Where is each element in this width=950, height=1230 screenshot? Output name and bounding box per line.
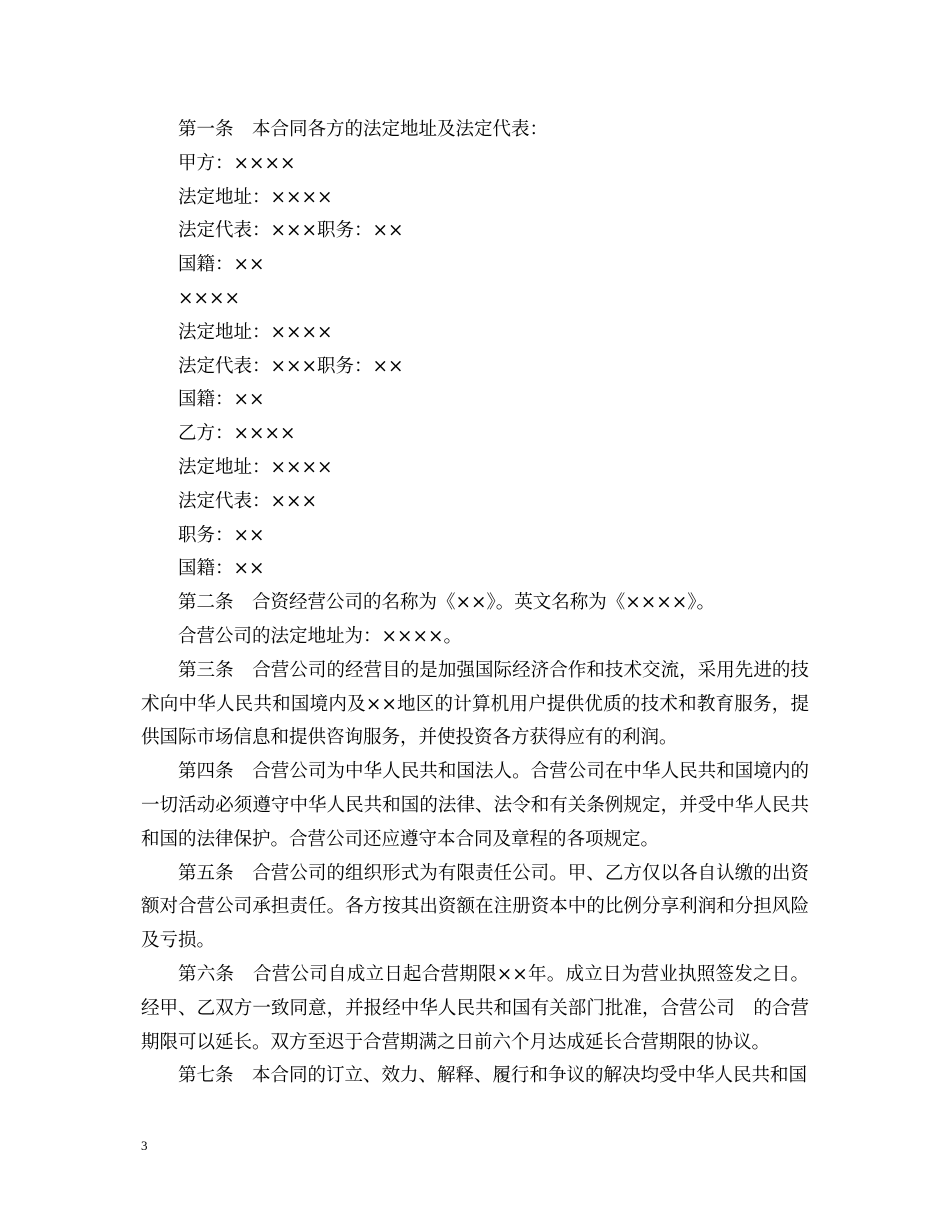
article-7-paragraph: 第七条 本合同的订立、效力、解释、履行和争议的解决均受中华人民共和国 [178, 1065, 808, 1087]
party-unnamed-name: ×××× [178, 287, 241, 309]
party-a-address: 法定地址：×××× [178, 186, 333, 208]
article-2-company-name: 第二条 合资经营公司的名称为《××》。英文名称为《××××》。 [178, 592, 716, 614]
article-3-paragraph: 第三条 合营公司的经营目的是加强国际经济合作和技术交流，采用先进的技术向中华人民共和国境内及××地区的计算机用户提供优质的技术和教育服务，提供国际市场信息和提供咨询服务，并使投资各方获得应有的利润。 [141, 659, 809, 749]
party-unnamed-nationality: 国籍：×× [178, 389, 265, 411]
article-2-company-address: 合营公司的法定地址为：××××。 [178, 625, 463, 647]
party-b-address: 法定地址：×××× [178, 456, 333, 478]
article-1-heading: 第一条 本合同各方的法定地址及法定代表： [178, 119, 549, 140]
party-unnamed-address: 法定地址：×××× [178, 321, 333, 343]
party-unnamed-representative: 法定代表：×××职务：×× [178, 355, 404, 377]
article-4-paragraph: 第四条 合营公司为中华人民共和国法人。合营公司在中华人民共和国境内的一切活动必须遵守中华人民共和国的法律、法令和有关条例规定，并受中华人民共和国的法律保护。合营公司还应遵守本合同及章程的各项规定。 [141, 761, 809, 850]
party-a-representative: 法定代表：×××职务：×× [178, 220, 404, 242]
party-a-name: 甲方：×××× [178, 152, 296, 174]
party-a-nationality: 国籍：×× [178, 254, 265, 276]
party-b-nationality: 国籍：×× [178, 558, 265, 580]
party-b-name: 乙方：×××× [178, 423, 296, 445]
party-b-representative: 法定代表：××× [178, 490, 318, 512]
article-5-paragraph: 第五条 合营公司的组织形式为有限责任公司。甲、乙方仅以各自认缴的出资额对合营公司承担责任。各方按其出资额在注册资本中的比例分享利润和分担风险及亏损。 [141, 862, 809, 952]
document-body [141, 113, 809, 1093]
page-number: 3 [141, 1138, 148, 1153]
article-6-paragraph: 第六条 合营公司自成立日起合营期限××年。成立日为营业执照签发之日。经甲、乙双方一致同意，并报经中华人民共和国有关部门批准，合营公司 的合营期限可以延长。双方至迟于合营期满之日前六个月达成延长合营期限的协议。 [141, 963, 809, 1053]
party-b-title: 职务：×× [178, 524, 265, 546]
